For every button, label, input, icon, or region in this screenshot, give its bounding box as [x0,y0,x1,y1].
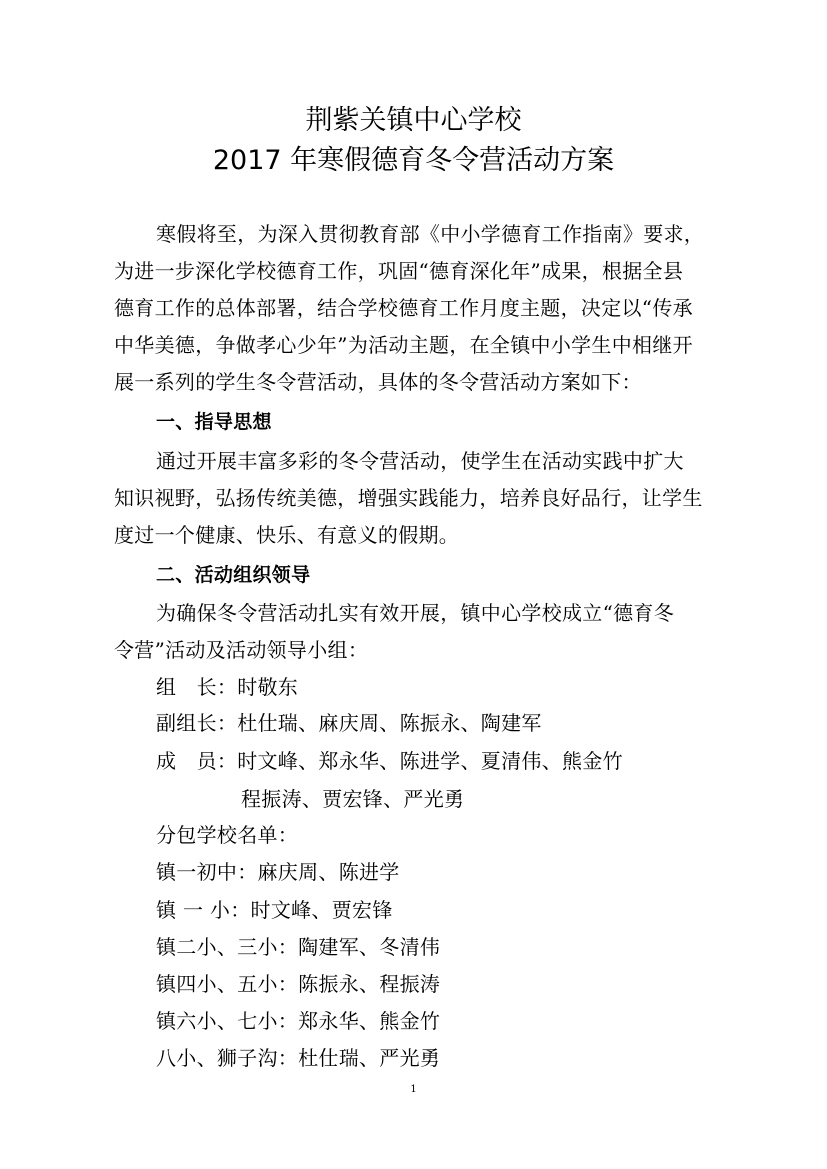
intro-line-5: 展一系列的学生冬令营活动，具体的冬令营活动方案如下： [114,370,642,394]
document-title-school: 荆紫关镇中心学校 [305,105,522,136]
school-assignment-line: 镇四小、五小：陈振永、程振涛 [156,972,441,996]
intro-line-1: 寒假将至，为深入贯彻教育部《中小学德育工作指南》要求， [156,222,705,246]
organization-line-1: 为确保冬令营活动扎实有效开展，镇中心学校成立“德育冬 [156,601,675,625]
school-assignment-line: 镇二小、三小：陶建军、冬清伟 [156,935,441,959]
guiding-thought-line-3: 度过一个健康、快乐、有意义的假期。 [114,523,460,547]
members-line: 成 员：时文峰、郑永华、陈进学、夏清伟、熊金竹 [156,749,623,773]
section-organization-heading: 二、活动组织领导 [156,564,311,586]
intro-line-4: 中华美德，争做孝心少年”为活动主题，在全镇中小学生中相继开 [114,333,693,357]
school-assignment-line: 镇一初中：麻庆周、陈进学 [156,860,400,884]
organization-line-2: 令营”活动及活动领导小组： [114,638,369,662]
members-continuation-line: 程振涛、贾宏锋、严光勇 [241,787,465,811]
school-assignment-line: 镇六小、七小：郑永华、熊金竹 [156,1009,441,1033]
section-guiding-thought-heading: 一、指导思想 [156,411,272,433]
guiding-thought-line-1: 通过开展丰富多彩的冬令营活动，使学生在活动实践中扩大 [156,449,684,473]
vice-leader-line: 副组长：杜仕瑞、麻庆周、陈振永、陶建军 [156,711,542,735]
page-number: 1 [410,1084,417,1095]
school-assignment-line: 八小、狮子沟：杜仕瑞、严光勇 [156,1046,441,1070]
document-title-plan: 2017 年寒假德育冬令营活动方案 [212,145,615,176]
school-list-heading: 分包学校名单： [156,823,299,847]
guiding-thought-line-2: 知识视野，弘扬传统美德，增强实践能力，培养良好品行，让学生 [114,486,703,510]
school-assignment-line: 镇 一 小：时文峰、贾宏锋 [156,898,393,922]
intro-line-2: 为进一步深化学校德育工作，巩固“德育深化年”成果，根据全县 [114,259,684,283]
leader-line: 组 长：时敬东 [156,675,299,699]
intro-line-3: 德育工作的总体部署，结合学校德育工作月度主题，决定以“传承 [114,296,693,320]
